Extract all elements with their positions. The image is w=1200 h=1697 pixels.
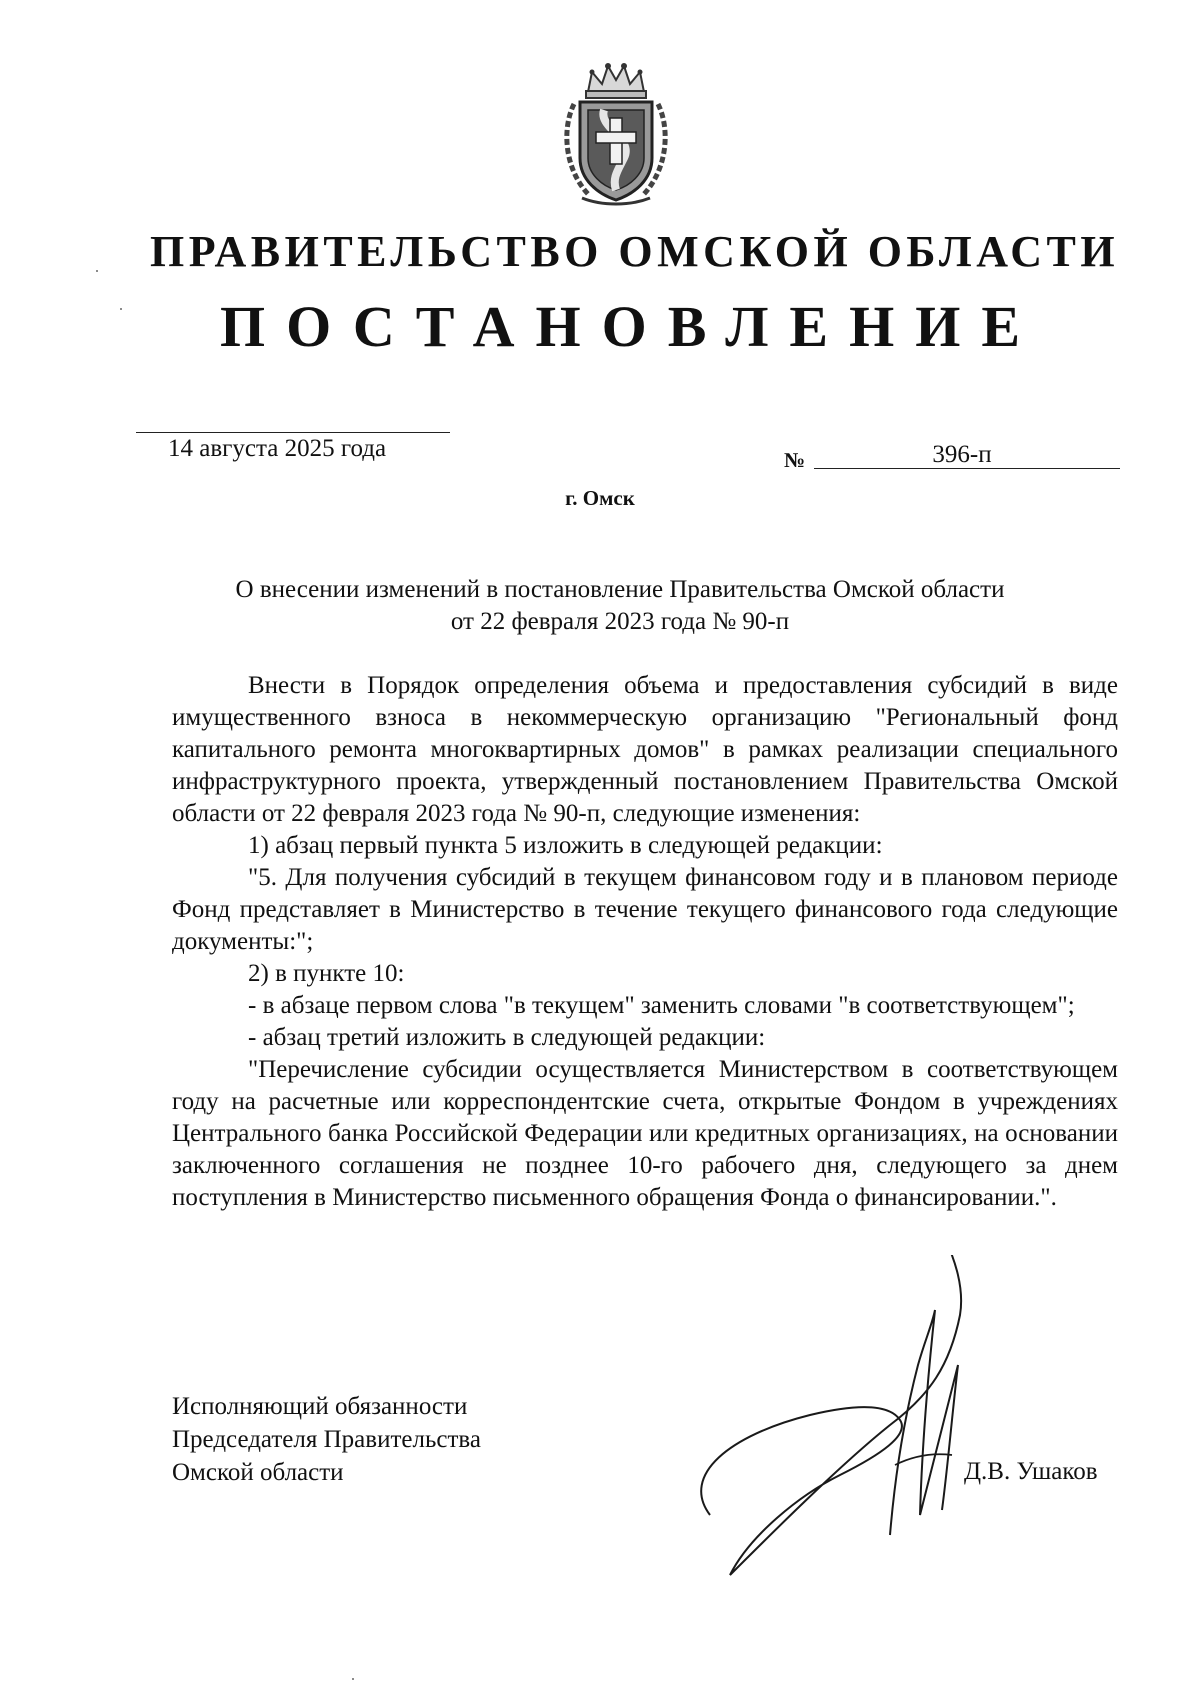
number-label: № xyxy=(784,448,806,472)
document-subject xyxy=(150,574,1090,638)
position-line: Омской области xyxy=(172,1459,344,1486)
subject-line: от 22 февраля 2023 года № 90-п xyxy=(450,608,790,635)
scan-speck xyxy=(352,1678,354,1680)
organization-title: ПРАВИТЕЛЬСТВО ОМСКОЙ ОБЛАСТИ xyxy=(150,227,1120,276)
scan-speck xyxy=(120,308,122,310)
body-paragraph: 2) в пункте 10: xyxy=(248,960,405,987)
document-number: 396-п xyxy=(932,441,992,468)
body-paragraph: "5. Для получения субсидий в текущем финансовом году и в плановом периоде Фонд представляет в Министерство в течение текущего финансового года следующие документы:"; xyxy=(172,864,1118,955)
body-paragraph: 1) абзац первый пункта 5 изложить в следующей редакции: xyxy=(248,832,883,859)
document-body xyxy=(172,670,1118,1214)
body-paragraph: - абзац третий изложить в следующей редакции: xyxy=(248,1024,766,1051)
body-paragraph: - в абзаце первом слова "в текущем" заменить словами "в соответствующем"; xyxy=(248,992,1075,1019)
number-underline xyxy=(814,468,1120,469)
body-paragraph: Внести в Порядок определения объема и предоставления субсидий в виде имущественного взноса в некоммерческую организацию "Региональный фонд капитального ремонта многоквартирных домов" в рамках реализации специального инфраструктурного проекта, утвержденный постановлением Правительства Омской области от 22 февраля 2023 года № 90-п, следующие изменения: xyxy=(172,672,1118,827)
position-line: Исполняющий обязанности xyxy=(172,1393,468,1420)
document-city: г. Омск xyxy=(565,486,635,510)
signatory-position xyxy=(172,1390,481,1489)
scan-speck xyxy=(96,270,98,272)
position-line: Председателя Правительства xyxy=(172,1426,481,1453)
date-underline xyxy=(136,432,450,433)
body-paragraph: "Перечисление субсидии осуществляется Министерством в соответствующем году на расчетные или корреспондентские счета, открытые Фондом в учреждениях Центрального банка Российской Федерации или кредитных организациях, на основании заключенного соглашения не позднее 10-го рабочего дня, следующего за днем поступления в Министерство письменного обращения Фонда о финансировании.". xyxy=(172,1056,1118,1211)
subject-line: О внесении изменений в постановление Правительства Омской области xyxy=(235,576,1005,603)
document-date: 14 августа 2025 года xyxy=(168,435,387,462)
coat-of-arms-icon xyxy=(558,58,674,206)
document-type-title: ПОСТАНОВЛЕНИЕ xyxy=(219,294,1042,359)
signatory-name: Д.В. Ушаков xyxy=(964,1458,1098,1485)
handwritten-signature xyxy=(690,1255,1030,1585)
